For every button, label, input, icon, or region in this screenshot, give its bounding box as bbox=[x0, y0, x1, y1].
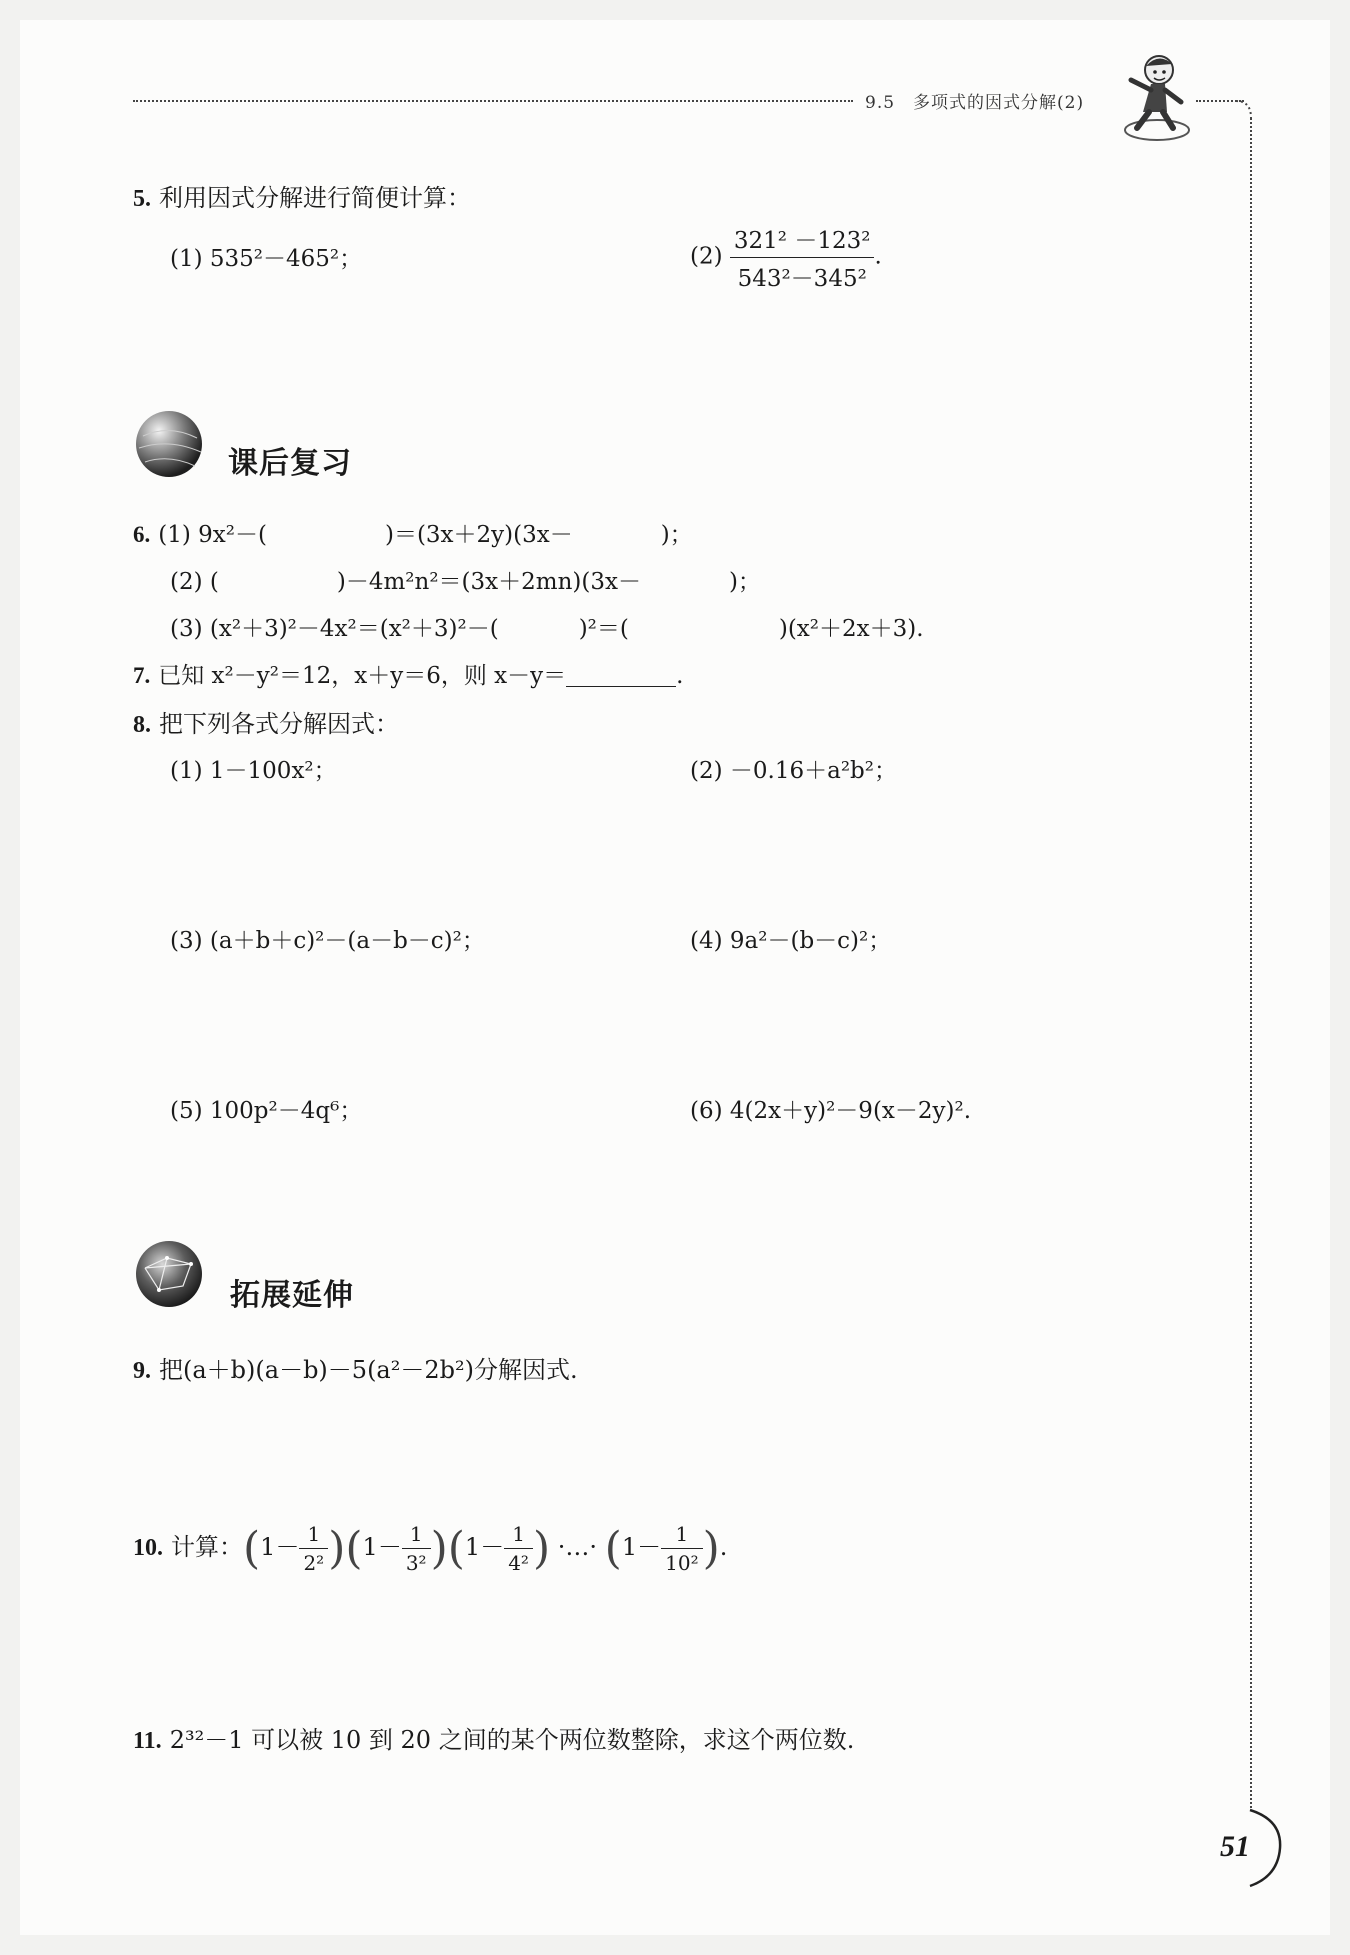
q5-part-2 bbox=[690, 222, 882, 293]
section-title-extension: 拓展延伸 bbox=[230, 1278, 354, 1313]
q8-part-3 bbox=[170, 922, 485, 955]
part-expression: 4(2x＋y)²－9(x－2y)². bbox=[729, 1098, 972, 1124]
part-label: (2) bbox=[690, 758, 723, 784]
part-label: (2) bbox=[170, 569, 203, 595]
fraction-denominator: 3² bbox=[405, 1551, 427, 1575]
page-dotted-border bbox=[1250, 118, 1252, 1808]
expression-segment: 1－ bbox=[621, 1533, 662, 1561]
fraction-numerator: 1 bbox=[504, 1522, 533, 1549]
fraction-numerator: 1 bbox=[402, 1522, 431, 1549]
fraction bbox=[299, 1522, 328, 1575]
question-text: 已知 x²－y²＝12，x＋y＝6，则 x－y＝ bbox=[158, 663, 567, 689]
question-9 bbox=[133, 1350, 578, 1385]
fraction bbox=[730, 222, 875, 293]
expression-segment: (x²＋3)²－4x²＝(x²＋3)²－( bbox=[209, 616, 499, 642]
page-corner-curve bbox=[1236, 100, 1256, 120]
ellipsis: ·…· bbox=[557, 1533, 598, 1561]
expression-segment: ( bbox=[209, 569, 219, 595]
expression-segment: 1－ bbox=[464, 1533, 505, 1561]
part-expression: －0.16＋a²b²； bbox=[729, 758, 897, 784]
page-number: 51 bbox=[1220, 1830, 1250, 1863]
question-number: 6. bbox=[133, 522, 151, 547]
header-dotted-rule bbox=[133, 100, 853, 102]
question-text: 把(a＋b)(a－b)－5(a²－2b²)分解因式. bbox=[159, 1356, 578, 1384]
fraction-denominator: 10² bbox=[665, 1551, 699, 1575]
question-number: 11. bbox=[133, 1728, 162, 1754]
question-8 bbox=[133, 704, 399, 739]
fraction-numerator: 1 bbox=[299, 1522, 328, 1549]
expression-segment: )； bbox=[728, 569, 761, 595]
question-11 bbox=[133, 1720, 854, 1755]
question-6-part-1 bbox=[133, 516, 693, 549]
question-number: 5. bbox=[133, 186, 151, 212]
question-10: 10. 计算：(1－ $\frac{1}{\text{2²}}$ )(1－ $\frac{1}{\text{3²}}$ )(1－ $\frac{1}{\text{4²}}$ ) ·…· (1－ $\frac{1}{\text{10²}}$ ). bbox=[133, 1522, 728, 1575]
answer-blank[interactable] bbox=[566, 666, 676, 687]
period: . bbox=[874, 243, 882, 270]
fraction-denominator: 4² bbox=[508, 1551, 529, 1575]
part-label: (1) bbox=[170, 758, 203, 784]
fraction-denominator: 2² bbox=[303, 1551, 325, 1575]
expression-segment: )； bbox=[660, 522, 693, 548]
part-label: (6) bbox=[690, 1098, 723, 1124]
expression-segment: 1－ bbox=[260, 1533, 300, 1561]
period: . bbox=[719, 1533, 728, 1561]
question-number: 7. bbox=[133, 663, 151, 688]
q8-part-1 bbox=[170, 752, 337, 785]
question-6-part-2 bbox=[170, 563, 761, 596]
expression-segment: )²＝( bbox=[578, 616, 629, 642]
expression-segment: )－4m²n²＝(3x＋2mn)(3x－ bbox=[336, 569, 641, 595]
section-title-review: 课后复习 bbox=[228, 446, 352, 481]
fraction bbox=[661, 1522, 702, 1575]
q5-part-1 bbox=[170, 240, 362, 273]
question-text: 把下列各式分解因式： bbox=[159, 710, 399, 738]
question-text: 2³²－1 可以被 10 到 20 之间的某个两位数整除，求这个两位数. bbox=[169, 1726, 855, 1754]
question-5 bbox=[133, 178, 471, 213]
part-expression: 9a²－(b－c)²； bbox=[729, 928, 892, 954]
question-7 bbox=[133, 657, 683, 690]
part-label: (1) bbox=[158, 522, 191, 548]
part-expression: 1－100x²； bbox=[209, 758, 337, 784]
fraction bbox=[504, 1522, 533, 1575]
expression-segment: 1－ bbox=[362, 1533, 402, 1561]
fraction bbox=[402, 1522, 431, 1575]
question-number: 9. bbox=[133, 1358, 151, 1384]
mascot-icon bbox=[1115, 52, 1195, 144]
part-label: (3) bbox=[170, 928, 203, 954]
expression-segment: )＝(3x＋2y)(3x－ bbox=[384, 522, 573, 548]
question-6-part-3 bbox=[170, 610, 924, 643]
question-text: 计算： bbox=[171, 1533, 243, 1561]
question-number: 10. bbox=[133, 1535, 163, 1561]
workbook-page bbox=[20, 20, 1330, 1935]
question-number: 8. bbox=[133, 712, 151, 738]
part-expression: (a＋b＋c)²－(a－b－c)²； bbox=[209, 928, 485, 954]
expression-segment: 9x²－( bbox=[198, 522, 267, 548]
q8-part-5 bbox=[170, 1092, 362, 1125]
part-label: (3) bbox=[170, 616, 203, 642]
fraction-numerator: 321² －123² bbox=[730, 222, 875, 258]
sphere-icon bbox=[133, 408, 207, 482]
header-section-label: 9.5 多项式的因式分解(2) bbox=[865, 93, 1085, 113]
q8-part-2 bbox=[690, 752, 897, 785]
fraction-denominator: 543²－345² bbox=[737, 266, 867, 292]
part-label: (4) bbox=[690, 928, 723, 954]
part-label: (5) bbox=[170, 1098, 203, 1124]
fraction-numerator: 1 bbox=[661, 1522, 702, 1549]
part-expression: 100p²－4q⁶； bbox=[209, 1098, 363, 1124]
q8-part-6 bbox=[690, 1092, 971, 1125]
question-text: 利用因式分解进行简便计算： bbox=[159, 184, 471, 212]
part-expression: 535²－465²； bbox=[209, 246, 363, 272]
part-label: (2) bbox=[690, 243, 723, 270]
q8-part-4 bbox=[690, 922, 891, 955]
expression-segment: )(x²＋2x＋3). bbox=[778, 616, 924, 642]
part-label: (1) bbox=[170, 246, 203, 272]
network-sphere-icon bbox=[133, 1238, 207, 1312]
period: . bbox=[676, 663, 684, 689]
